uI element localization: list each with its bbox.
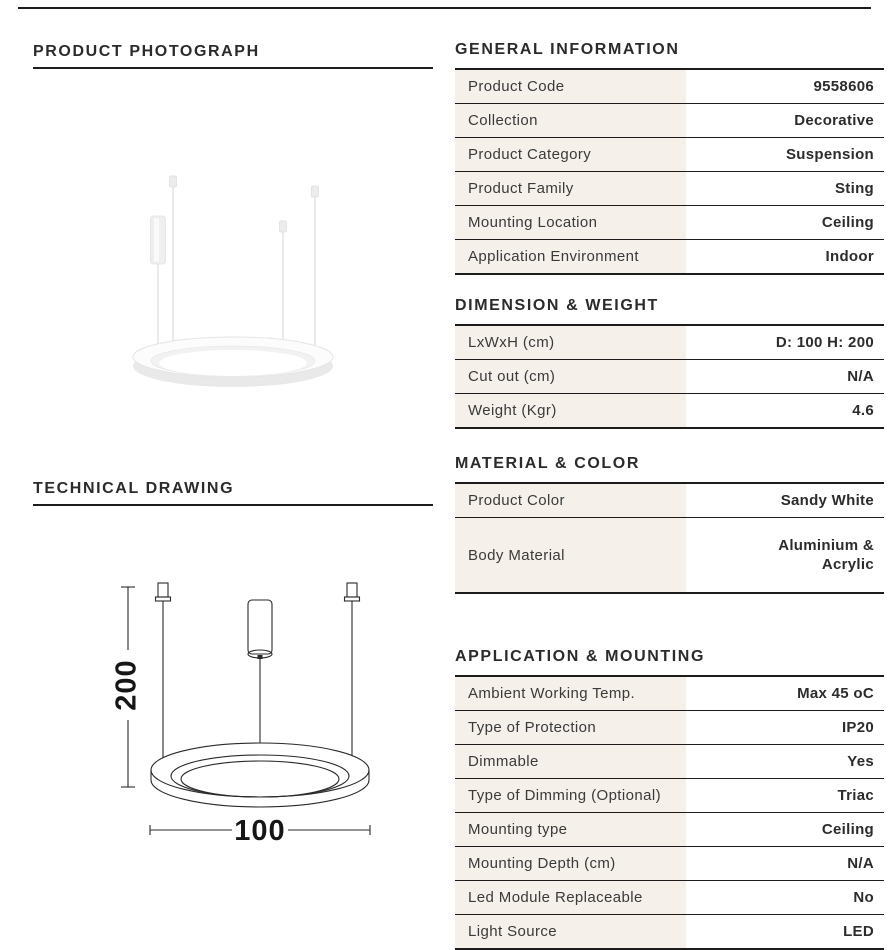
row-label: Mounting Location — [455, 206, 686, 239]
row-label: Light Source — [455, 915, 686, 948]
photo-cap-middle — [280, 221, 287, 232]
row-label: Weight (Kgr) — [455, 394, 686, 427]
table-row — [455, 711, 884, 745]
section-title: DIMENSION & WEIGHT — [455, 297, 659, 314]
row-value-text: Aluminium & Acrylic — [778, 537, 874, 573]
photo-cap-left — [170, 176, 177, 187]
row-value: Ceiling — [686, 813, 884, 846]
row-value: Yes — [686, 745, 884, 778]
row-label: Dimmable — [455, 745, 686, 778]
row-value: N/A — [686, 360, 884, 393]
spec-table-material — [455, 482, 884, 594]
row-label: Cut out (cm) — [455, 360, 686, 393]
table-row — [455, 240, 884, 273]
section-title: MATERIAL & COLOR — [455, 455, 640, 472]
technical-drawing-image — [33, 512, 433, 882]
row-value: Max 45 oC — [686, 677, 884, 710]
row-label: Mounting Depth (cm) — [455, 847, 686, 880]
row-value: Suspension — [686, 138, 884, 171]
table-row — [455, 779, 884, 813]
table-row — [455, 326, 884, 360]
row-label: Body Material — [455, 518, 686, 592]
section-title: GENERAL INFORMATION — [455, 41, 680, 58]
table-row — [455, 847, 884, 881]
drawing-ring-outer-top — [151, 743, 369, 797]
table-row — [455, 881, 884, 915]
row-value: No — [686, 881, 884, 914]
spec-table-application — [455, 675, 884, 950]
row-label: Application Environment — [455, 240, 686, 273]
section-dimension-weight — [455, 296, 884, 429]
drawing-section-heading: TECHNICAL DRAWING — [33, 479, 433, 506]
table-row — [455, 813, 884, 847]
table-row — [455, 206, 884, 240]
drawing-height-label: 200 — [110, 659, 143, 711]
table-row — [455, 915, 884, 948]
drawing-diameter-label: 100 — [234, 815, 286, 847]
section-title: APPLICATION & MOUNTING — [455, 648, 706, 665]
table-row — [455, 360, 884, 394]
row-value: Indoor — [686, 240, 884, 273]
photo-driver-highlight — [154, 218, 159, 262]
table-row — [455, 745, 884, 779]
row-value: 4.6 — [686, 394, 884, 427]
row-value: Decorative — [686, 104, 884, 137]
row-label: Type of Protection — [455, 711, 686, 744]
row-value: Triac — [686, 779, 884, 812]
row-label: Product Family — [455, 172, 686, 205]
section-general-information — [455, 40, 884, 275]
row-value: Sandy White — [686, 484, 884, 517]
row-value: LED — [686, 915, 884, 948]
row-value: N/A — [686, 847, 884, 880]
table-row — [455, 104, 884, 138]
photo-ring — [133, 337, 333, 387]
table-row — [455, 484, 884, 518]
drawing-canopy — [248, 600, 272, 654]
row-label: Ambient Working Temp. — [455, 677, 686, 710]
table-row — [455, 172, 884, 206]
row-value — [686, 518, 884, 592]
section-application-mounting — [455, 647, 884, 950]
spec-table-dimension — [455, 324, 884, 429]
row-label: Product Category — [455, 138, 686, 171]
photo-section-heading: PRODUCT PHOTOGRAPH — [33, 42, 433, 69]
row-label: Led Module Replaceable — [455, 881, 686, 914]
row-label: LxWxH (cm) — [455, 326, 686, 359]
table-row — [455, 70, 884, 104]
table-row — [455, 394, 884, 427]
table-row — [455, 677, 884, 711]
row-value: 9558606 — [686, 70, 884, 103]
spec-table-general — [455, 68, 884, 275]
product-photo-image — [33, 76, 433, 471]
table-row — [455, 518, 884, 592]
row-label: Type of Dimming (Optional) — [455, 779, 686, 812]
left-column — [33, 0, 433, 947]
row-value: D: 100 H: 200 — [686, 326, 884, 359]
row-label: Collection — [455, 104, 686, 137]
row-value: Sting — [686, 172, 884, 205]
row-label: Product Code — [455, 70, 686, 103]
row-value: IP20 — [686, 711, 884, 744]
photo-cap-right — [312, 186, 319, 197]
section-material-color — [455, 454, 884, 594]
row-label: Product Color — [455, 484, 686, 517]
drawing-cap-right-base — [345, 597, 360, 601]
drawing-cap-right — [347, 583, 357, 597]
right-column — [455, 0, 884, 947]
table-row — [455, 138, 884, 172]
drawing-cap-left — [158, 583, 168, 597]
row-value: Ceiling — [686, 206, 884, 239]
row-label: Mounting type — [455, 813, 686, 846]
drawing-cap-left-base — [156, 597, 171, 601]
